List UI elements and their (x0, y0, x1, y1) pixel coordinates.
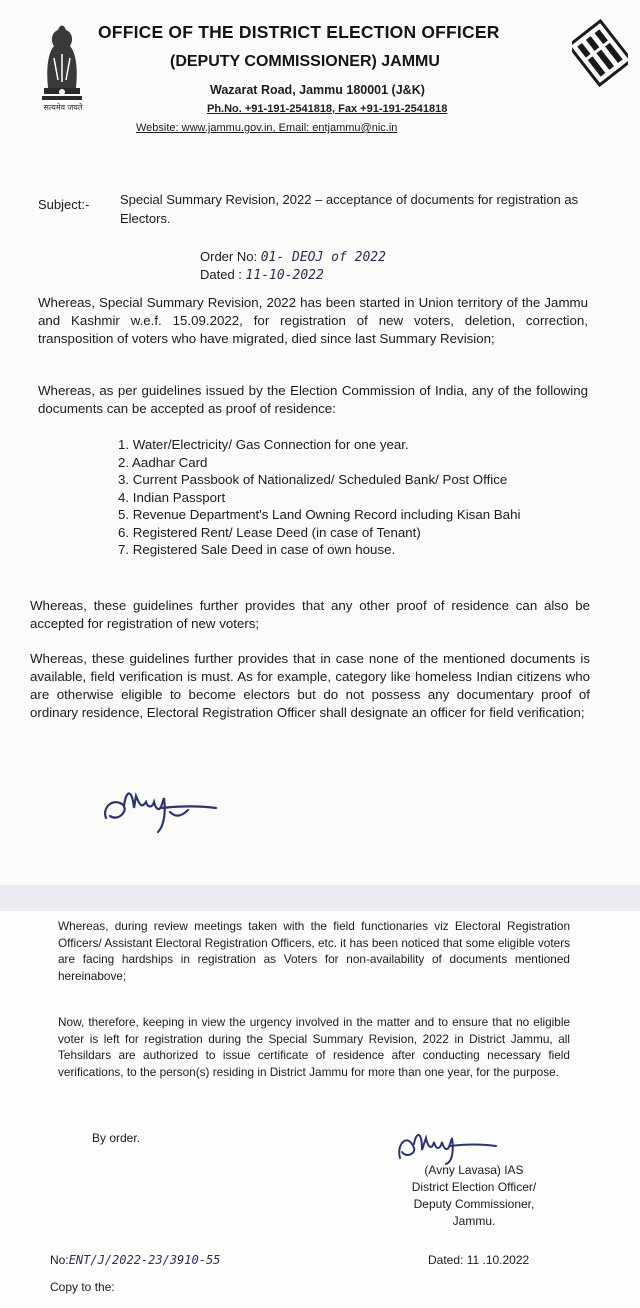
list-item: 3. Current Passbook of Nationalized/ Scheduled Bank/ Post Office (118, 472, 508, 487)
reference-value: ENT/J/2022-23/3910-55 (68, 1253, 221, 1267)
paragraph-tehsildars-authorized: Now, therefore, keeping in view the urgency involved in the matter and to ensure that no eligible voter is left for registration during the Special Summary Revision, 2022 in District Jammu, all Tehsildars are authorized to issue certificate of residence after conducting necessary field verifications, to the person(s) residing in District Jammu for more than one year, for the purpose. (58, 1015, 570, 1079)
documents-list (118, 436, 588, 559)
dispatch-date-label: Dated: (428, 1253, 464, 1267)
office-title: OFFICE OF THE DISTRICT ELECTION OFFICER (98, 22, 500, 42)
subject-text: Special Summary Revision, 2022 – acceptance of documents for registration as Electors. (120, 192, 579, 226)
signature-image (100, 778, 220, 838)
reference-label: No: (50, 1253, 69, 1267)
paragraph-ssr-started: Whereas, Special Summary Revision, 2022 has been started in Union territory of the Jammu and Kashmir w.e.f. 15.09.2022, for registration of new voters, deletion, correction, transposition of voters who have migrated, died since last Summary Revision; (38, 295, 588, 346)
national-emblem-icon (34, 18, 90, 108)
signature-image (392, 1124, 502, 1166)
subject-label: Subject:- (38, 197, 90, 212)
list-item: 2. Aadhar Card (118, 454, 208, 470)
paragraph-eci-guidelines: Whereas, as per guidelines issued by the Election Commission of India, any of the following documents can be accepted as proof of residence: (38, 383, 588, 416)
signatory-place: Jammu. (452, 1214, 496, 1228)
designation-title: (DEPUTY COMMISSIONER) JAMMU (170, 53, 440, 70)
copy-to-label: Copy to the: (50, 1280, 115, 1294)
order-date-value: 11-10-2022 (245, 268, 324, 283)
contact-website: Website: www.jammu.gov.in, Email: entjammu@nic.in (136, 122, 398, 134)
reference-number (50, 1253, 220, 1267)
order-date (200, 267, 324, 283)
signatory-block (384, 1162, 564, 1230)
order-date-label: Dated : (200, 267, 242, 282)
paragraph-review-meetings: Whereas, during review meetings taken with the field functionaries viz Electoral Registration Officers/ Assistant Electoral Registration Officers, etc. it has been noticed that some eligible voters are facing hardships in registration as Voters for non-availability of documents mentioned hereinabove; (58, 919, 570, 983)
list-item: 1. Water/Electricity/ Gas Connection for one year. (118, 437, 409, 452)
order-number-label: Order No: (200, 249, 258, 264)
signatory-title-2: Deputy Commissioner, (413, 1197, 535, 1211)
signatory-name: (Avny Lavasa) IAS (424, 1163, 524, 1177)
list-item: 5. Revenue Department's Land Owning Record including Kisan Bahi (118, 507, 521, 522)
list-item: 4. Indian Passport (118, 489, 226, 505)
contact-phone: Ph.No. +91-191-2541818, Fax +91-191-2541818 (207, 103, 448, 115)
emblem-motto: सत्यमेव जयते (43, 103, 83, 112)
list-item: 6. Registered Rent/ Lease Deed (in case of Tenant) (118, 524, 421, 540)
order-number (200, 249, 386, 265)
by-order-text: By order. (92, 1131, 141, 1145)
election-commission-logo-icon (572, 18, 628, 88)
dispatch-date (428, 1253, 529, 1267)
order-number-value: 01- DEOJ of 2022 (260, 250, 386, 265)
paragraph-field-verification: Whereas, these guidelines further provides that in case none of the mentioned documents is available, field verification is must. As for example, category like homeless Indian citizens who are otherwise eligible to become electors but do not possess any documentary proof of ordinary residence, Electoral Registration Officer shall designate an officer for field verification; (30, 651, 590, 720)
signatory-title: District Election Officer/ (411, 1180, 537, 1194)
list-item: 7. Registered Sale Deed in case of own house. (118, 542, 396, 557)
dispatch-date-value: 11 .10.2022 (466, 1253, 530, 1267)
paragraph-other-proof: Whereas, these guidelines further provides that any other proof of residence can also be accepted for registration of new voters; (30, 598, 590, 631)
page-divider (0, 885, 640, 911)
office-address: Wazarat Road, Jammu 180001 (J&K) (210, 83, 425, 97)
